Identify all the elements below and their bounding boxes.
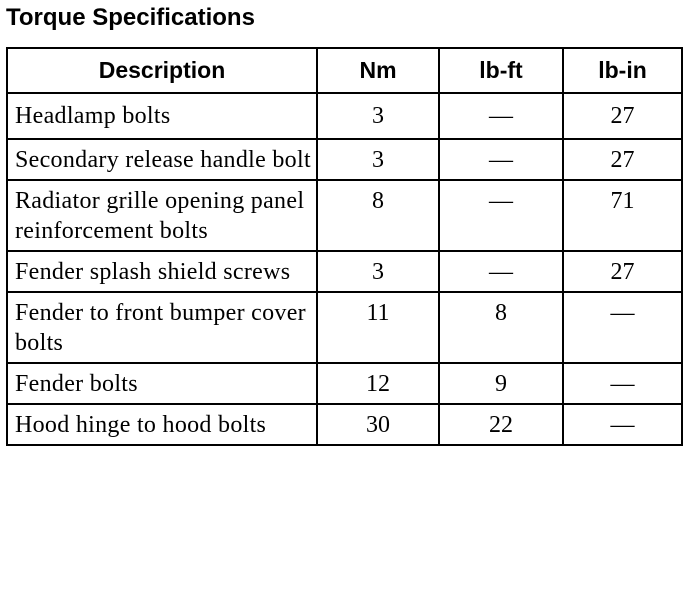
lb-in-cell: 71	[563, 180, 682, 251]
lb-in-cell: —	[563, 363, 682, 404]
lb-ft-cell: —	[439, 251, 563, 292]
description-cell: Radiator grille opening panel reinforcement bolts	[7, 180, 317, 251]
description-cell: Fender splash shield screws	[7, 251, 317, 292]
nm-cell: 12	[317, 363, 439, 404]
lb-ft-cell: 8	[439, 292, 563, 363]
lb-ft-cell: 9	[439, 363, 563, 404]
table-row	[7, 404, 682, 445]
table-row	[7, 292, 682, 363]
table-row	[7, 139, 682, 180]
column-header-lb-in: lb-in	[563, 48, 682, 93]
lb-ft-cell: —	[439, 93, 563, 139]
description-cell: Hood hinge to hood bolts	[7, 404, 317, 445]
column-header-description: Description	[7, 48, 317, 93]
lb-ft-cell: —	[439, 139, 563, 180]
table-row	[7, 251, 682, 292]
lb-in-cell: 27	[563, 93, 682, 139]
table-header-row	[7, 48, 682, 93]
lb-in-cell: 27	[563, 139, 682, 180]
nm-cell: 11	[317, 292, 439, 363]
lb-ft-cell: —	[439, 180, 563, 251]
lb-in-cell: 27	[563, 251, 682, 292]
nm-cell: 3	[317, 139, 439, 180]
description-cell: Headlamp bolts	[7, 93, 317, 139]
lb-in-cell: —	[563, 292, 682, 363]
nm-cell: 3	[317, 251, 439, 292]
nm-cell: 3	[317, 93, 439, 139]
column-header-lb-ft: lb-ft	[439, 48, 563, 93]
description-cell: Secondary release handle bolt	[7, 139, 317, 180]
description-cell: Fender bolts	[7, 363, 317, 404]
nm-cell: 8	[317, 180, 439, 251]
torque-spec-table	[6, 47, 683, 446]
lb-ft-cell: 22	[439, 404, 563, 445]
table-row	[7, 93, 682, 139]
table-row	[7, 363, 682, 404]
table-row	[7, 180, 682, 251]
lb-in-cell: —	[563, 404, 682, 445]
page-title: Torque Specifications	[6, 4, 255, 31]
description-cell: Fender to front bumper cover bolts	[7, 292, 317, 363]
column-header-nm: Nm	[317, 48, 439, 93]
nm-cell: 30	[317, 404, 439, 445]
